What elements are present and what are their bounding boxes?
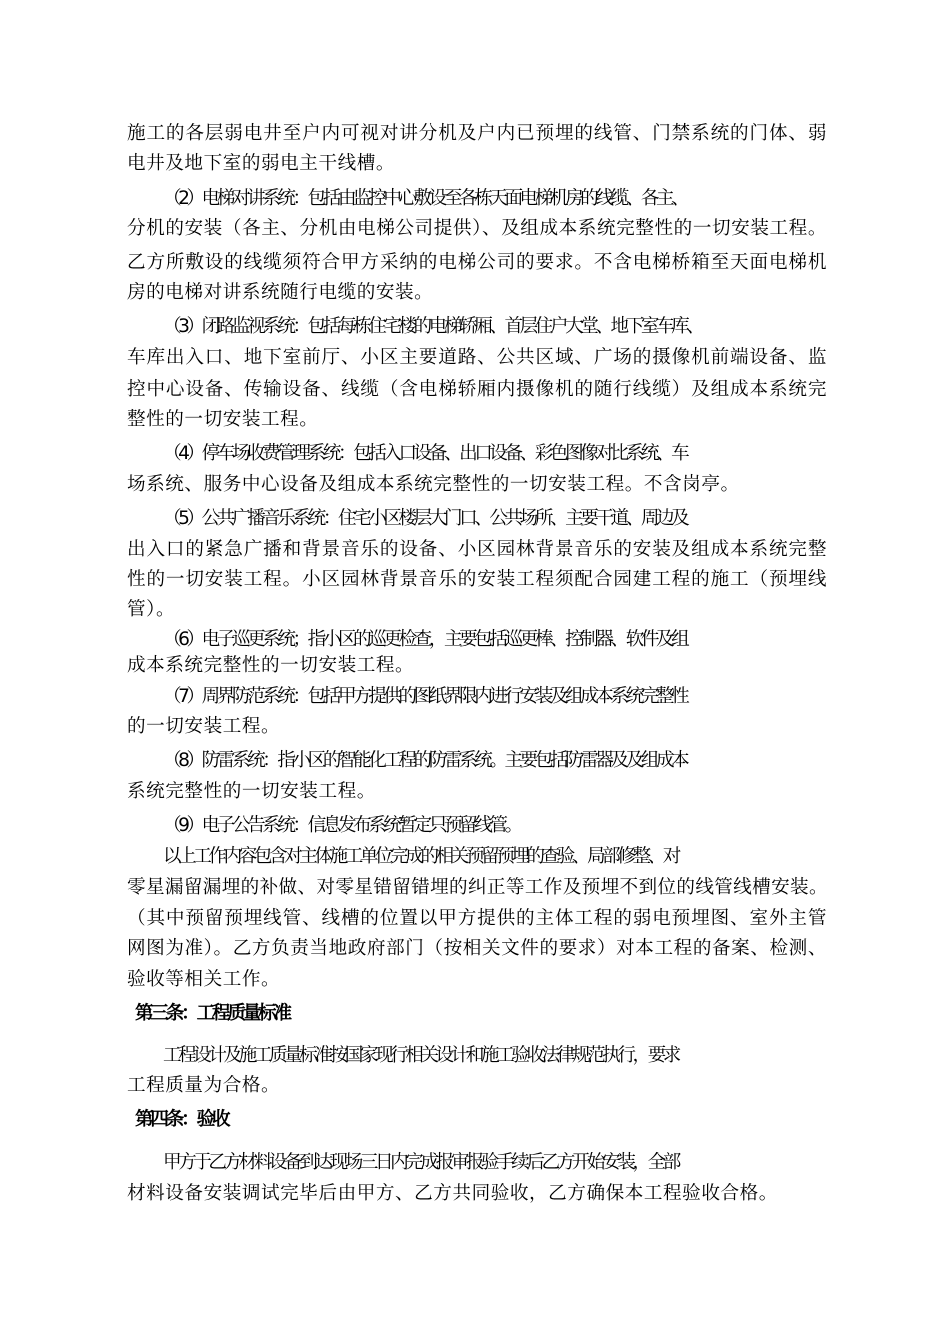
text-line: （9）电子公告系统：信息发布系统暂定只预留线管。 [163,815,520,836]
text-line: 出入口的紧急广播和背景音乐的设备、小区园林背景音乐的安装及组成本系统完整 [127,539,827,560]
text-line: 工程设计及施工质量标准按国家现行相关设计和施工验收法律规范执行，要求 [163,1045,678,1066]
section-heading: 第四条：验收 [135,1109,228,1130]
text-line: 成本系统完整性的一切安装工程。 [127,655,415,676]
text-line: 材料设备安装调试完毕后由甲方、乙方共同验收，乙方确保本工程验收合格。 [127,1183,778,1204]
text-line: 零星漏留漏埋的补做、对零星错留错埋的纠正等工作及预埋不到位的线管线槽安装。 [127,877,828,898]
text-line: 乙方所敷设的线缆须符合甲方采纳的电梯公司的要求。不含电梯桥箱至天面电梯机 [127,252,827,273]
text-line: 车库出入口、地下室前厅、小区主要道路、公共区域、广场的摄像机前端设备、监 [127,347,827,368]
text-line: 系统完整性的一切安装工程。 [127,781,376,802]
text-line: （2）电梯对讲系统：包括由监控中心敷设至各栋天面电梯机房的线缆、各主、 [163,188,687,209]
text-line: 管）。 [127,599,176,620]
text-line: 分机的安装（各主、分机由电梯公司提供）、及组成本系统完整性的一切安装工程。 [127,218,827,239]
text-line: 工程质量为合格。 [127,1075,281,1096]
text-line: 验收等相关工作。 [127,969,281,990]
text-line: （6）电子巡更系统；指小区的巡更检查，主要包括巡更棒、控制器、软件及组 [163,629,687,650]
text-line: 的一切安装工程。 [127,716,281,737]
text-line: （4）停车场收费管理系统：包括入口设备、出口设备、彩色图像对比系统、车 [163,443,687,464]
text-line: （其中预留预埋线管、线槽的位置以甲方提供的主体工程的弱电预埋图、室外主管 [127,908,827,929]
text-line: （3）闭路监视系统：包括每栋住宅楼的电梯轿厢、首层住户大堂、地下室车库、 [163,316,702,337]
text-line: 整性的一切安装工程。 [127,409,319,430]
text-line: 网图为准）。乙方负责当地政府部门（按相关文件的要求）对本工程的备案、检测、 [127,938,827,959]
text-line: 以上工作内容包含对主体施工单位完成的相关预留预埋的查验、局部修整、对 [163,846,678,867]
text-line: （7）周界防范系统：包括甲方提供的图纸界限内进行安装及组成本系统完整性 [163,686,687,707]
text-line: 场系统、服务中心设备及组成本系统完整性的一切安装工程。不含岗亭。 [127,474,740,495]
text-line: 房的电梯对讲系统随行电缆的安装。 [127,282,434,303]
text-line: （8）防雷系统：指小区的智能化工程的防雷系统。主要包括防雷器及及组成本 [163,750,687,771]
text-line: 控中心设备、传输设备、线缆（含电梯轿厢内摄像机的随行线缆）及组成本系统完 [127,379,827,400]
text-line: 施工的各层弱电井至户内可视对讲分机及户内已预埋的线管、门禁系统的门体、弱 [127,123,827,144]
text-line: 电井及地下室的弱电主干线槽。 [127,153,396,174]
section-heading: 第三条：工程质量标准 [135,1003,289,1024]
text-line: 性的一切安装工程。小区园林背景音乐的安装工程须配合园建工程的施工（预埋线 [127,569,827,590]
text-line: 甲方于乙方材料设备到达现场三日内完成报审报验手续后乙方开始安装，全部 [163,1152,678,1173]
text-line: （5）公共广播音乐系统：住宅小区楼层大门口、公共场所、主要干道、周边及 [163,508,687,529]
